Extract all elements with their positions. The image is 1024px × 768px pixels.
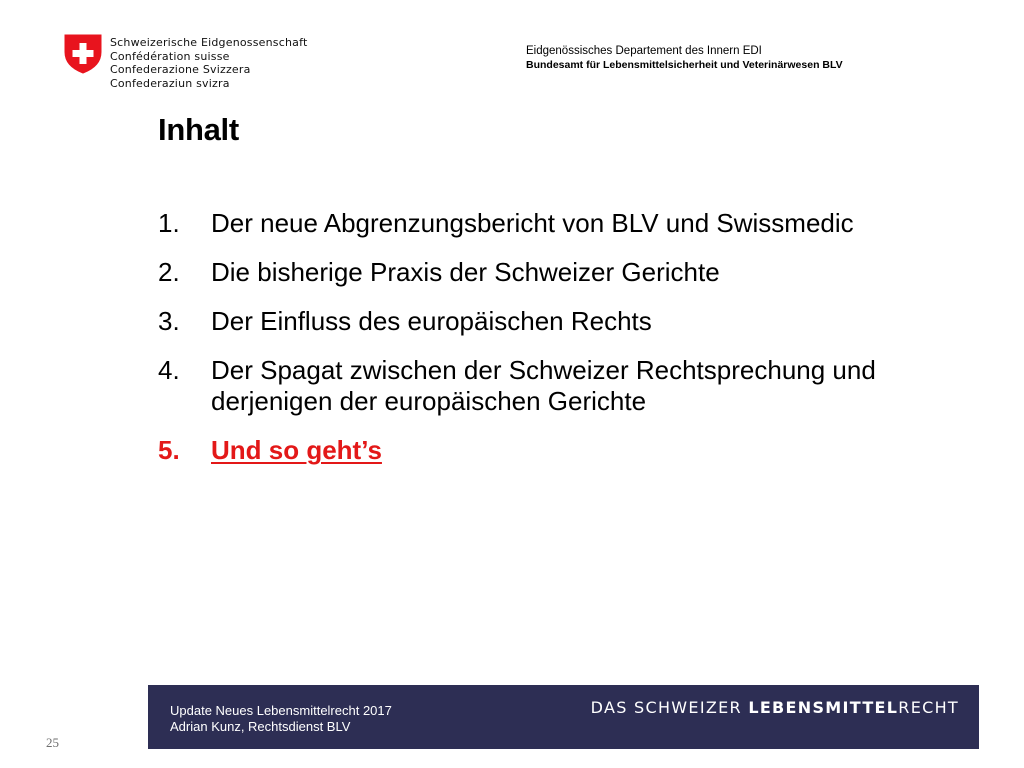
agenda-item-number: 5.: [158, 435, 180, 465]
confederation-names: [110, 36, 307, 90]
brand-wordmark: [591, 698, 959, 717]
slide-title: Inhalt: [158, 112, 239, 147]
agenda-item-text: Die bisherige Praxis der Schweizer Gerichte: [211, 257, 720, 287]
confederation-it: Confederazione Svizzera: [110, 63, 251, 76]
confederation-rm: Confederaziun svizra: [110, 76, 230, 90]
footer-event: Update Neues Lebensmittelrecht 2017: [170, 703, 392, 718]
brand-bold: LEBENSMITTEL: [748, 698, 899, 717]
agenda-item-link[interactable]: Und so geht’s: [211, 435, 382, 465]
agenda-item-text: Der Einfluss des europäischen Rechts: [211, 306, 652, 336]
footer-info: [170, 703, 392, 735]
agenda-item-number: 3.: [158, 306, 180, 336]
department-header: [526, 44, 843, 72]
brand-suffix: RECHT: [898, 698, 959, 717]
office-name: Bundesamt für Lebensmittelsicherheit und Veterinärwesen BLV: [526, 59, 843, 71]
department-name: Eidgenössisches Departement des Innern EDI: [526, 45, 762, 57]
agenda-item: [158, 257, 978, 288]
agenda-item-text: Der neue Abgrenzungsbericht von BLV und Swissmedic: [211, 208, 854, 238]
brand-prefix: DAS SCHWEIZER: [590, 698, 749, 717]
agenda-item-number: 1.: [158, 208, 180, 238]
swiss-coat-of-arms-logo: [64, 34, 102, 74]
agenda-item-text: Der Spagat zwischen der Schweizer Rechtsprechung und derjenigen der europäischen Gerichte: [211, 355, 876, 416]
agenda-item-current[interactable]: [158, 435, 978, 466]
agenda-item-number: 2.: [158, 257, 180, 287]
agenda-item-number: 4.: [158, 355, 180, 385]
footer-author: Adrian Kunz, Rechtsdienst BLV: [170, 719, 351, 734]
agenda-item: [158, 355, 978, 417]
agenda-item: [158, 208, 978, 239]
agenda-item: [158, 306, 978, 337]
confederation-fr: Confédération suisse: [110, 49, 230, 63]
page-number: 25: [46, 735, 59, 750]
footer-bar: [148, 685, 979, 749]
agenda-list: [158, 208, 978, 484]
confederation-de: Schweizerische Eidgenossenschaft: [110, 36, 308, 49]
